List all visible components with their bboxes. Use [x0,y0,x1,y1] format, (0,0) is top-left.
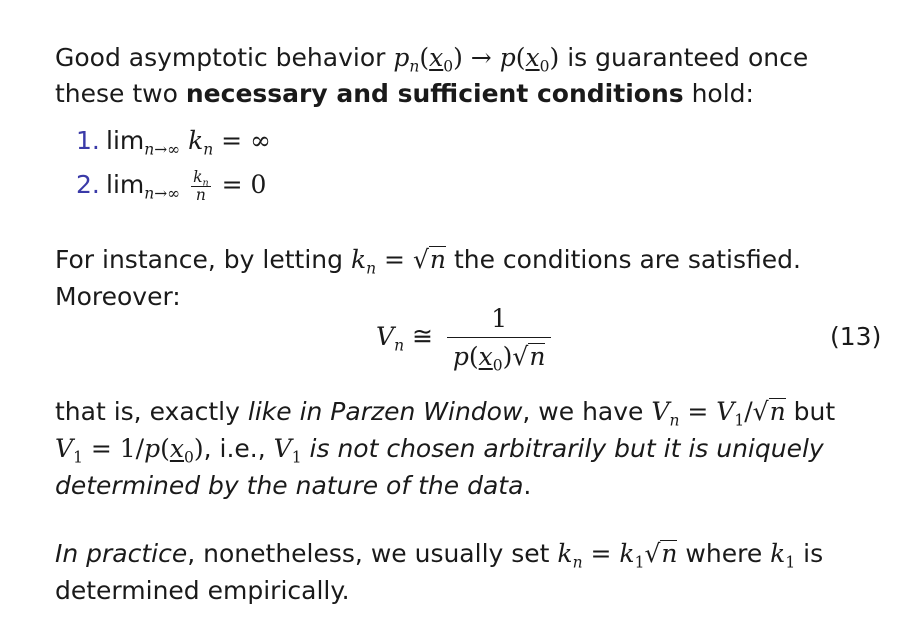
formula-v1: $V_1 = 1/p(x_0)$ [55,434,204,467]
para3-text: , i.e., [203,434,274,463]
symbol-k1: $k_1$ [770,539,796,572]
para4-text: is [795,539,824,568]
lim-text: lim [106,126,145,155]
formula-vn-v1: $V_n = V_1/√n$ [651,397,786,430]
emphasis: In practice [55,539,188,568]
condition-1-expr: $k_n$ [188,126,214,159]
para3-text: but [785,397,836,426]
symbol-v1: $V_1$ [273,434,302,467]
emphasis: determined by the nature of the data [55,471,524,500]
lim-text: lim [106,170,145,199]
para2-line1 [55,243,801,277]
para2-line2 [55,280,181,314]
equation-numerator: 1 [447,304,552,338]
formula-kn-k1: $k_n = k_1√n$ [557,539,678,572]
equation-number: (13) [830,322,882,351]
emphasis: like in Parzen Window [247,397,523,426]
para2-text: Moreover: [55,282,181,311]
para4-text: , nonetheless, we usually set [187,539,558,568]
para4-text: determined empirically. [55,576,350,605]
equation-fraction [447,304,552,375]
equation-denominator: $p(x_0)√n$ [452,342,546,375]
condition-2-rhs: = 0 [213,170,267,199]
condition-1-rhs: = ∞ [213,126,271,155]
para1-text: these two [55,79,186,108]
para1-text: Good asymptotic behavior [55,43,394,72]
para2-text: the conditions are satisfied. [446,245,801,274]
display-equation [376,304,551,375]
para3-line1 [55,395,835,429]
para3-line3 [55,469,531,503]
para1-line2 [55,77,754,111]
lim-subscript: n→∞ [144,184,181,203]
para3-text: , we have [522,397,652,426]
para2-text: For instance, by letting [55,245,351,274]
para1-text: hold: [683,79,754,108]
para3-text: that is, exactly [55,397,248,426]
equation-lhs: $V_n$ [376,321,405,354]
bold-phrase: necessary and sufficient conditions [185,79,684,108]
para1-text: is guaranteed once [559,43,809,72]
para3-text: . [523,471,532,500]
lim-subscript: n→∞ [144,140,181,159]
para3-line2 [55,432,824,466]
enum-number: 2. [76,170,100,199]
para1-line1 [55,41,808,75]
condition-item [76,168,266,203]
formula-pn-limit: $p_n(x_0) \to p(x_0)$ [393,43,560,76]
formula-kn-sqrt-n: $k_n = √n$ [350,245,446,278]
para4-text: where [677,539,771,568]
condition-item [76,124,271,158]
emphasis: is not chosen arbitrarily but it is uniquely [301,434,824,463]
para4-line1 [55,537,823,571]
equation-relation: ≅ [404,321,441,351]
fraction-kn-over-n: $\frac{k_n}{n}$ [193,168,209,204]
enum-number: 1. [76,126,100,155]
para4-line2 [55,574,350,608]
